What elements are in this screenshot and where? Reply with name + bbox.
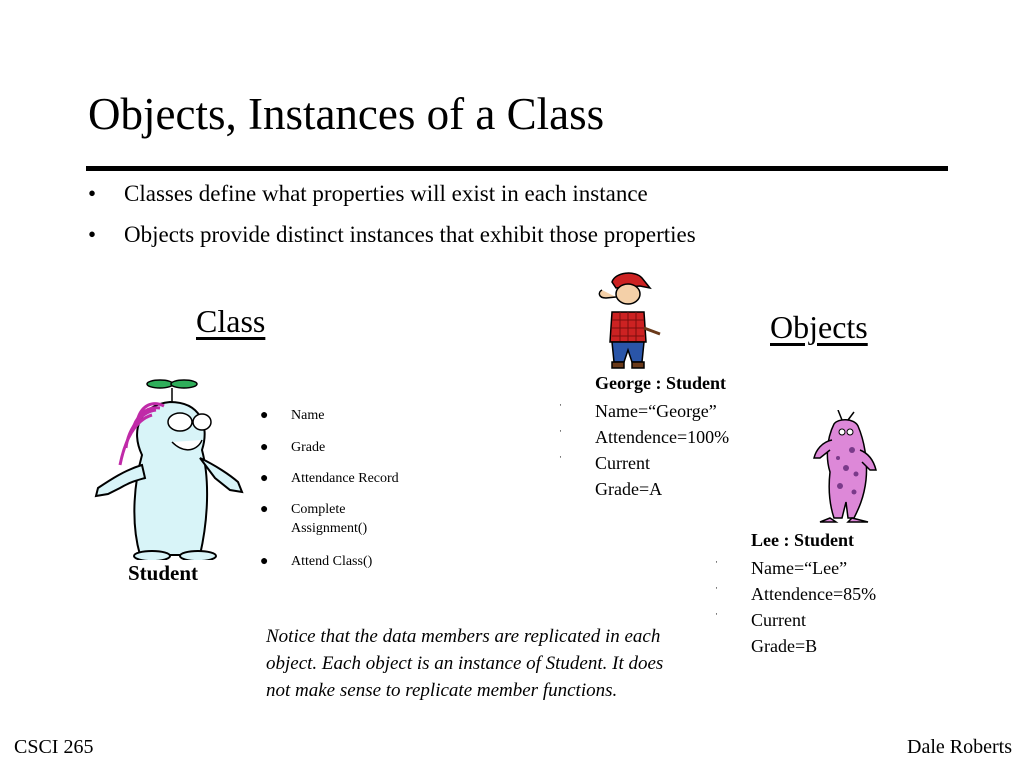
george-object-title: George : Student	[595, 373, 726, 393]
tick-mark: ·	[715, 557, 718, 567]
member-label: Grade	[291, 440, 326, 455]
lumberjack-cartoon-icon	[590, 270, 670, 370]
attribute-line: Current	[751, 610, 806, 630]
title-underline	[86, 166, 948, 171]
note-text: Notice that the data members are replicated in each object. Each object is an instance of Student. It does not make sense to replicate member functions.	[266, 626, 664, 701]
member-bullet-icon: ●	[260, 502, 269, 517]
member-label: Complete Assignment()	[291, 502, 368, 536]
member-bullet-icon: ●	[260, 408, 269, 423]
attribute-line: Current	[595, 453, 650, 473]
member-bullet-icon: ●	[260, 471, 269, 486]
bullet-icon: •	[88, 222, 97, 247]
attribute-line: Grade=B	[751, 636, 818, 656]
student-caption: Student	[128, 561, 199, 585]
bullet-icon: •	[88, 181, 97, 206]
attribute-line: Attendence=100%	[595, 427, 730, 447]
bullet-text: Objects provide distinct instances that exhibit those properties	[124, 222, 696, 247]
student-cartoon-icon	[90, 370, 245, 560]
member-label: Name	[291, 408, 325, 423]
george-attributes	[559, 398, 730, 502]
slide-title: Objects, Instances of a Class	[88, 89, 605, 139]
member-label: Attendance Record	[291, 471, 399, 486]
footer-author: Dale Roberts	[907, 736, 1012, 758]
bullet-item	[88, 181, 648, 207]
member-label: Attend Class()	[291, 554, 373, 569]
lee-object-title: Lee : Student	[751, 530, 854, 550]
bullet-text: Classes define what properties will exist in each instance	[124, 181, 648, 206]
bullet-item	[88, 222, 696, 248]
attribute-line: Grade=A	[595, 479, 663, 499]
tick-mark: ·	[715, 609, 718, 619]
member-bullet-icon: ●	[260, 440, 269, 455]
footer-course: CSCI 265	[14, 736, 94, 758]
tick-mark: ·	[715, 583, 718, 593]
alien-cartoon-icon	[808, 410, 883, 530]
attribute-line: Attendence=85%	[751, 584, 877, 604]
objects-heading: Objects	[770, 309, 868, 345]
attribute-line: Name=“Lee”	[751, 558, 848, 578]
tick-mark: ·	[559, 426, 562, 436]
lee-attributes	[715, 555, 877, 659]
member-bullet-icon: ●	[260, 554, 269, 569]
attribute-line: Name=“George”	[595, 401, 717, 421]
class-heading: Class	[196, 303, 266, 339]
tick-mark: ·	[559, 452, 562, 462]
tick-mark: ·	[559, 400, 562, 410]
